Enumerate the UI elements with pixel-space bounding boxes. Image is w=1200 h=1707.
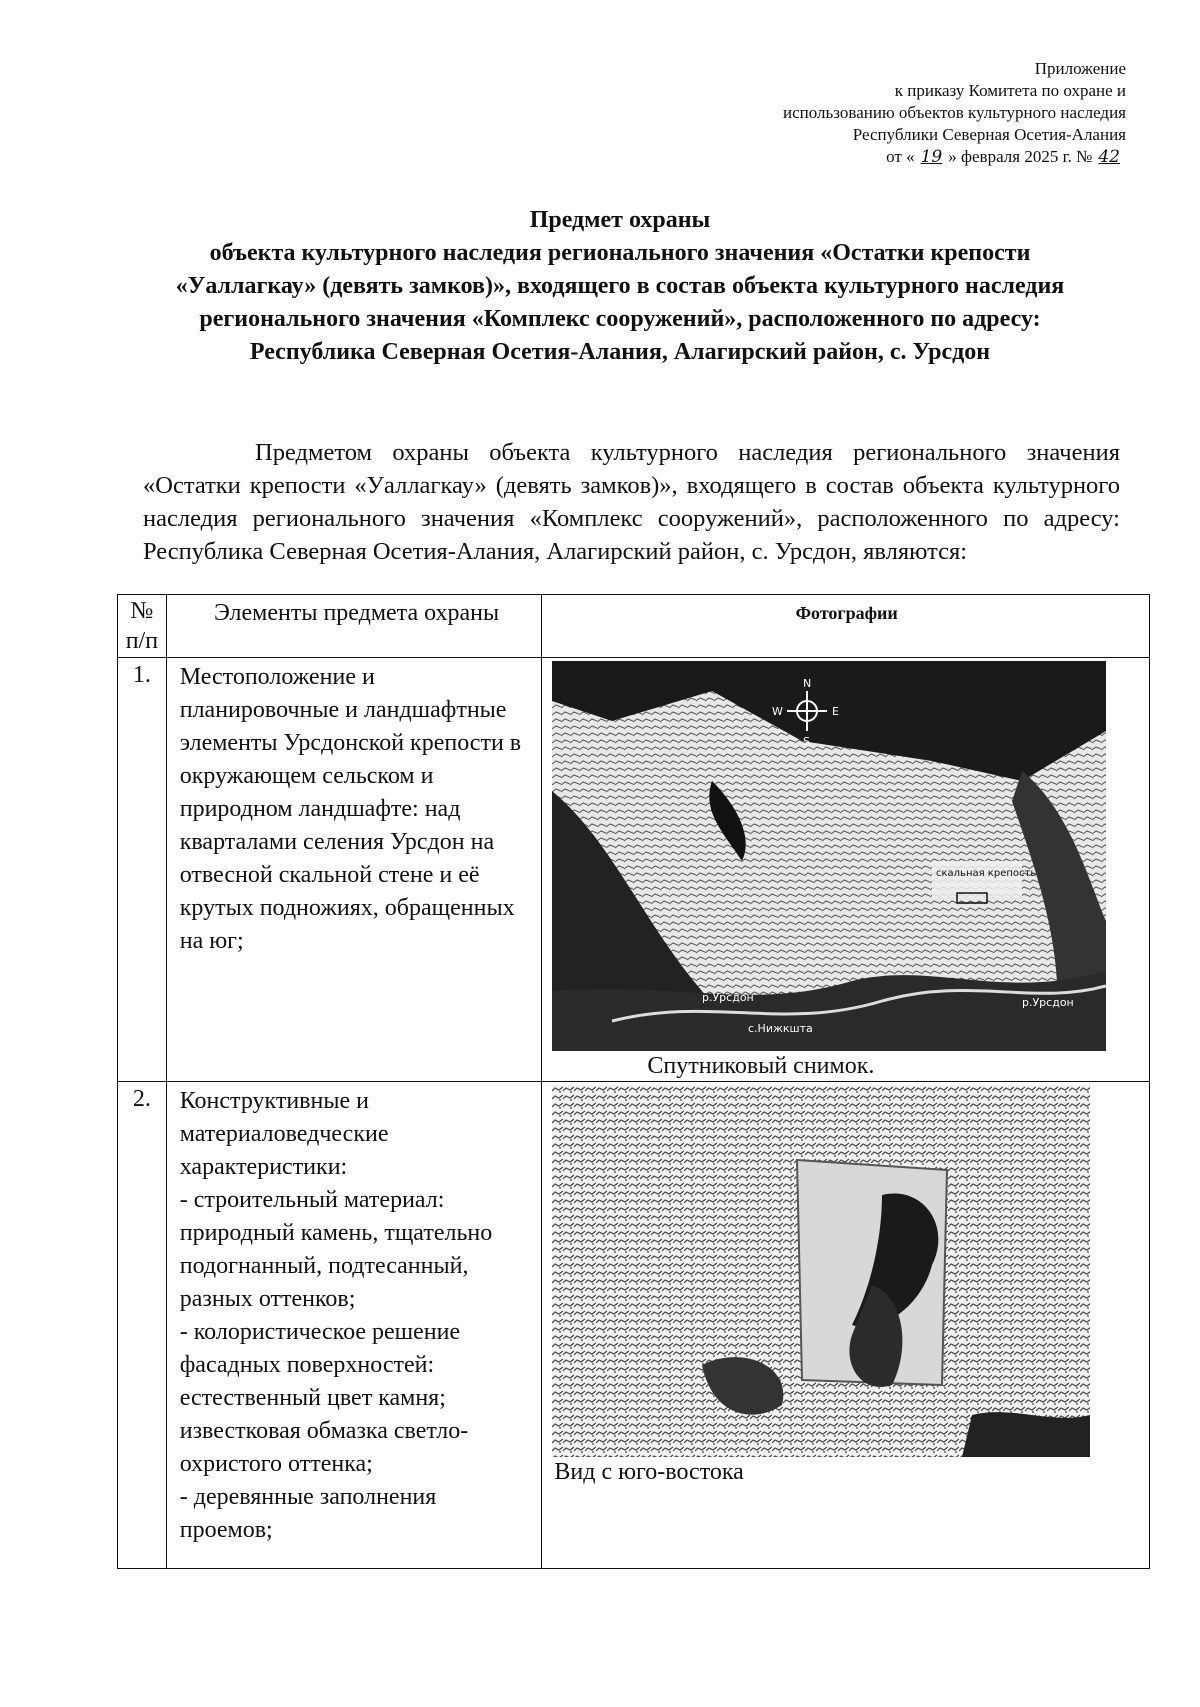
appendix-date-line (606, 146, 1126, 168)
village-label: с.Нижкшта (748, 1022, 814, 1035)
appendix-line-1: Приложение (1034, 59, 1126, 78)
title-subject: объекта культурного наследия регионального значения «Остатки крепости «Уаллагкау» (девять замков)», входящего в состав объекта культурного наследия регионального значения «Комплекс сооружений», расположенного по адресу: Республика Северная Осетия-Алания, Алагирский район, с. Урсдон (175, 240, 1065, 365)
protection-table (117, 594, 1150, 1569)
table-row (118, 1082, 1150, 1569)
header-num: № п/п (118, 595, 167, 658)
appendix-line-2: к приказу Комитета по охране и (894, 81, 1126, 100)
order-number: 42 (1098, 147, 1120, 167)
row-1-num: 1. (118, 658, 167, 1082)
compass-s: S (803, 735, 811, 748)
satellite-map-graphic (552, 661, 1106, 1051)
appendix-line-4: Республики Северная Осетия-Алания (852, 125, 1126, 144)
row-2-num: 2. (118, 1082, 167, 1569)
river-label: р.Урсдон (702, 991, 755, 1004)
header-photos: Фотографии (542, 595, 1150, 658)
row-2-element: Конструктивные и материаловедческие характеристики: - строительный материал: природный камень, тщательно подогнанный, подтесанный, разных оттенков; - колористическое решение фасадных поверхностей: естественный цвет камня; известковая обмазка светло-охристого оттенка; - деревянные заполнения проемов; (166, 1082, 542, 1569)
header-element: Элементы предмета охраны (166, 595, 542, 658)
fortress-photo (552, 1085, 1090, 1457)
appendix-block (606, 58, 1126, 168)
table-row (118, 658, 1150, 1082)
row-1-photo-cell (542, 658, 1150, 1082)
compass-n: N (803, 677, 812, 690)
appendix-line-3: использованию объектов культурного наследия (783, 103, 1126, 122)
fortress-label: скальная крепость (936, 868, 1037, 879)
date-mid: » февраля 2025 г. № (948, 147, 1093, 166)
row-2-photo-cell (542, 1082, 1150, 1569)
date-prefix: от « (886, 147, 915, 166)
fortress-photo-graphic (552, 1085, 1090, 1457)
river2-label: р.Урсдон (1022, 996, 1075, 1009)
order-day: 19 (920, 147, 943, 167)
title-heading: Предмет охраны (529, 207, 711, 233)
table-header-row (118, 595, 1150, 658)
satellite-image (552, 661, 1106, 1051)
row-2-caption: Вид с юго-востока (554, 1459, 744, 1485)
compass-e: E (832, 705, 840, 718)
compass-w: W (772, 705, 784, 718)
document-title (140, 204, 1100, 369)
row-1-caption: Спутниковый снимок. (647, 1053, 875, 1079)
intro-paragraph: Предметом охраны объекта культурного наследия регионального значения «Остатки крепости «Уаллагкау» (девять замков)», входящего в состав объекта культурного наследия регионального значения «Комплекс сооружений», расположенного по адресу: Республика Северная Осетия-Алания, Алагирский район, с. Урсдон, являются: (143, 439, 1120, 565)
row-1-element: Местоположение и планировочные и ландшафтные элементы Урсдонской крепости в окружающем сельском и природном ландшафте: над кварталами селения Урсдон на отвесной скальной стене и её крутых подножиях, обращенных на юг; (166, 658, 542, 1082)
